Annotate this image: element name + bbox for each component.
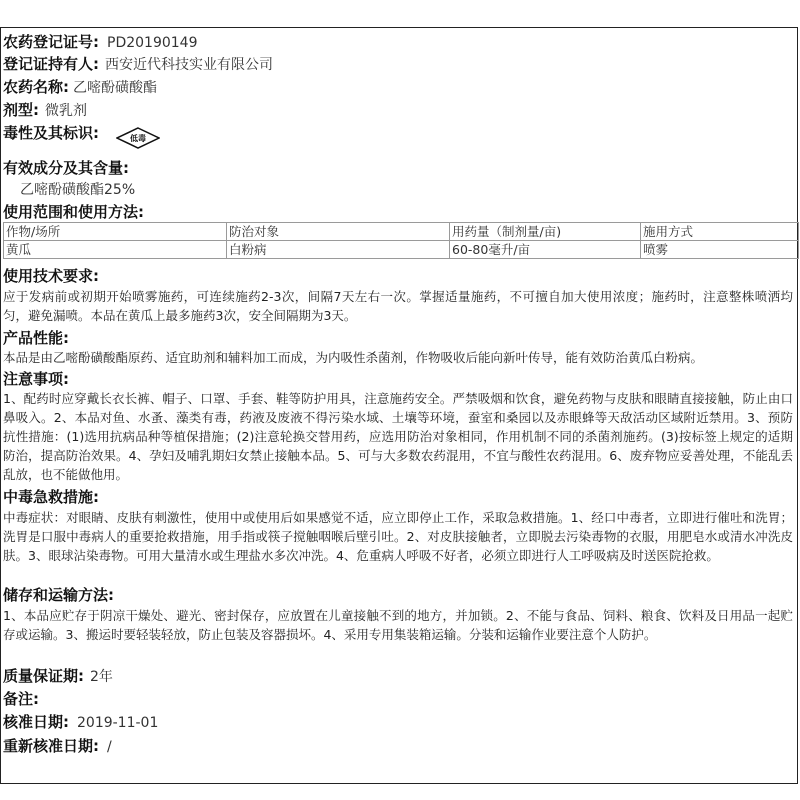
- storage-label: 储存和运输方法:: [3, 586, 114, 604]
- formulation-value: 微乳剂: [45, 103, 87, 119]
- precautions-label-row: [3, 369, 797, 389]
- storage-text: 1、本品应贮存于阴凉干燥处、避光、密封保存，应放置在儿童接触不到的地方，并加锁。2、不能与食品、饲料、粮食、饮料及日用品一起贮存或运输。3、搬运时要轻装轻放，防止包装及容器损坏。4、采用专用集装箱运输。分装和运输作业要注意个人防护。: [3, 608, 793, 642]
- usage-label-row: [3, 202, 797, 222]
- header-method: 施用方式: [641, 223, 799, 241]
- reapproval-date-row: [3, 736, 797, 757]
- ingredient-value-row: [20, 179, 797, 200]
- shelf-life-value: 2年: [90, 669, 113, 685]
- pesticide-name-row: [3, 77, 797, 98]
- cell-crop: 黄瓜: [4, 241, 227, 259]
- technique-label: 使用技术要求:: [3, 267, 99, 285]
- ingredient-label: 有效成分及其含量:: [3, 159, 129, 177]
- shelf-life-row: [3, 666, 797, 687]
- cell-target: 白粉病: [227, 241, 450, 259]
- cell-dosage: 60-80毫升/亩: [450, 241, 641, 259]
- usage-label: 使用范围和使用方法:: [3, 203, 144, 221]
- technique-text: 应于发病前或初期开始喷雾施药，可连续施药2-3次，间隔7天左右一次。掌握适量施药，不可擅自加大使用浓度；施药时，注意整株喷洒均匀，避免漏喷。本品在黄瓜上最多施药3次，安全间隔期为3天。: [3, 289, 793, 323]
- usage-table-header: [4, 223, 799, 241]
- performance-text: 本品是由乙嘧酚磺酸酯原药、适宜助剂和辅料加工而成，为内吸性杀菌剂，作物吸收后能向新叶传导，能有效防治黄瓜白粉病。: [3, 350, 704, 365]
- ingredient-value: 乙嘧酚磺酸酯25%: [20, 182, 136, 198]
- table-row: [4, 241, 799, 259]
- precautions-text: 1、配药时应穿戴长衣长裤、帽子、口罩、手套、鞋等防护用具，注意施药安全。严禁吸烟和饮食，避免药物与皮肤和眼睛直接接触，防止由口鼻吸入。2、本品对鱼、水蚤、藻类有毒，药液及废液不得污染水域、土壤等环境，蚕室和桑园以及赤眼蜂等天敌活动区域附近禁用。3、预防抗性措施：(1)选用抗病品种等植保措施；(2)注意轮换交替用药，应选用防治对象相同，作用机制不同的杀菌剂施药。(3)按标签上规定的适期防治，提高防治效果。4、孕妇及哺乳期妇女禁止接触本品。5、可与大多数农药混用，不宜与酸性农药混用。6、废弃物应妥善处理，不能乱丢乱放，也不能做他用。: [3, 391, 793, 482]
- pesticide-name-label: 农药名称:: [3, 78, 69, 96]
- toxicity-label: 毒性及其标识:: [3, 124, 99, 142]
- technique-label-row: [3, 266, 797, 286]
- usage-table: [3, 222, 799, 259]
- header-target: 防治对象: [227, 223, 450, 241]
- formulation-row: [3, 100, 797, 121]
- toxicity-badge-text: 低毒: [130, 133, 146, 143]
- cell-method: 喷雾: [641, 241, 799, 259]
- remarks-row: [3, 689, 797, 709]
- approval-date-row: [3, 712, 797, 733]
- registration-number-label: 农药登记证号:: [3, 33, 99, 51]
- header-crop: 作物/场所: [4, 223, 227, 241]
- low-toxicity-badge: [116, 127, 160, 149]
- pesticide-name-value: 乙嘧酚磺酸酯: [73, 80, 157, 96]
- reapproval-date-value: /: [107, 739, 112, 755]
- approval-date-value: 2019-11-01: [77, 715, 159, 731]
- ingredient-label-row: [3, 158, 797, 178]
- performance-label-row: [3, 328, 797, 348]
- registration-number-value: PD20190149: [107, 35, 198, 51]
- precautions-label: 注意事项:: [3, 370, 69, 388]
- shelf-life-label: 质量保证期:: [3, 667, 84, 685]
- first-aid-text: 中毒症状：对眼睛、皮肤有刺激性，使用中或使用后如果感觉不适，应立即停止工作，采取急救措施。1、经口中毒者，立即进行催吐和洗胃；洗胃是口服中毒病人的重要抢救措施，用手指或筷子搅触咽喉后壁引吐。2、对皮肤接触者，立即脱去污染毒物的衣服，用肥皂水或清水冲洗皮肤。3、眼球沾染毒物。可用大量清水或生理盐水多次冲洗。4、危重病人呼吸不好者，必须立即进行人工呼吸病及时送医院抢救。: [3, 510, 793, 563]
- holder-row: [3, 54, 797, 75]
- first-aid-label-row: [3, 487, 797, 507]
- holder-value: 西安近代科技实业有限公司: [105, 57, 273, 73]
- performance-label: 产品性能:: [3, 329, 69, 347]
- header-dosage: 用药量（制剂量/亩): [450, 223, 641, 241]
- remarks-label: 备注:: [3, 690, 39, 708]
- reapproval-date-label: 重新核准日期:: [3, 737, 99, 755]
- registration-number-row: [3, 32, 797, 53]
- storage-label-row: [3, 585, 797, 605]
- formulation-label: 剂型:: [3, 101, 39, 119]
- first-aid-label: 中毒急救措施:: [3, 488, 99, 506]
- holder-label: 登记证持有人:: [3, 55, 99, 73]
- approval-date-label: 核准日期:: [3, 713, 69, 731]
